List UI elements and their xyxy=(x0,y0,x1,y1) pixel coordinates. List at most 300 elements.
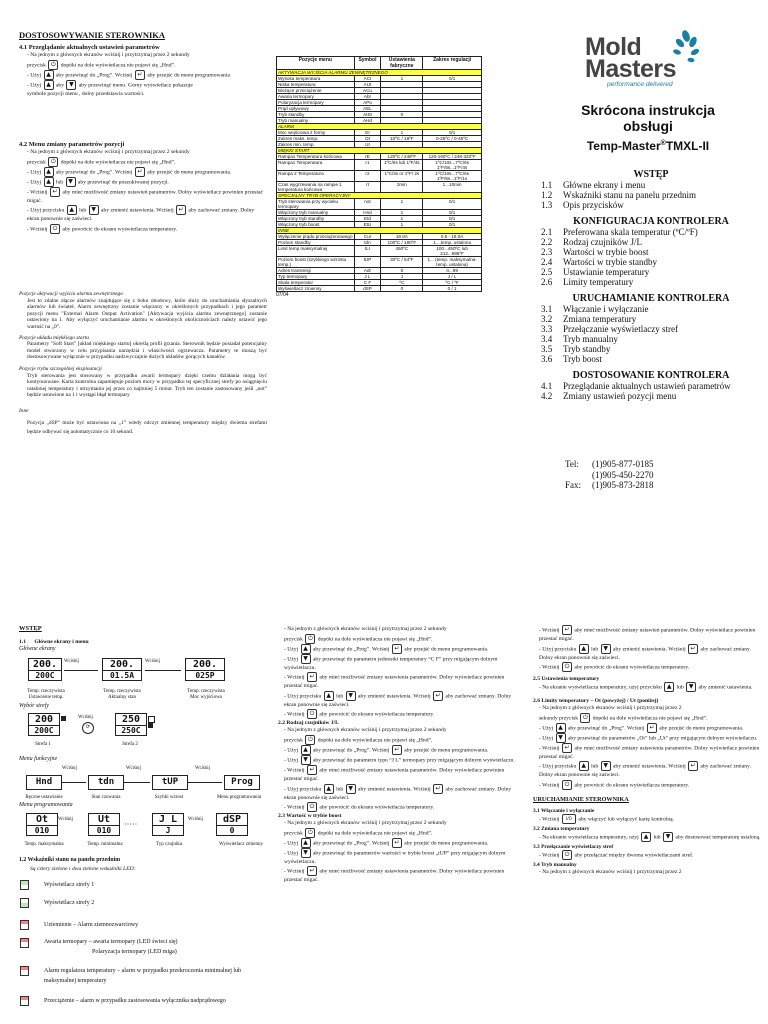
text-line: - Użyj ▲ aby ▼ aby przewinąć menu. Górny wyświetlacz pokazuje xyxy=(27,80,193,88)
enter-button-icon: ↵ xyxy=(433,691,443,701)
text-line: - Użyj przycisku ▲ lub ▼ aby zmienić ustawienia. Wciśnij ↵ aby zachować zmiany. Dolny ekran ponownie się zaświeci. xyxy=(284,691,512,708)
toc-item: 3.6 Tryb boost xyxy=(541,354,602,364)
cap-main-3: Temp. rzeczywista Moc wyjściowa xyxy=(187,689,225,700)
table-cell: Limit temp maksymalnej xyxy=(277,246,355,257)
table-cell: 0/1 xyxy=(423,76,482,82)
text-line: - Wciśnij ↵ aby mieć możliwość zmiany ustawienia parametrów. Dolny wyświetlacz powinien przestać migać. xyxy=(284,765,505,782)
table-cell: AUt xyxy=(354,82,381,88)
up-arrow-icon: ▲ xyxy=(664,682,674,692)
title-model: TMXL-II xyxy=(665,139,710,153)
text-line: - Użyj ▼ aby przewinąć do parametrów wartości w trybie boost „tUP” przy migającym dolnym wyświetlaczu. xyxy=(284,848,506,865)
text-line: - Wciśnij ↵ aby mieć możliwość zmiany ustawienia parametrów. Dolny wyświetlacz powinien przestać migać. xyxy=(284,673,505,690)
cap-zone-1: Strefa 1 xyxy=(35,742,51,747)
section-title-dostosowywanie: DOSTOSOWYWANIE STEROWNIKA xyxy=(19,30,166,40)
table-cell: 18.0A xyxy=(381,234,423,240)
table-cell: Czas wygrzewania na rampie 1 temperatura końcowa xyxy=(277,182,355,193)
table-cell: Poziom standby xyxy=(277,240,355,246)
contact-block xyxy=(565,459,654,491)
lcd-func-prog: Prog xyxy=(224,775,260,790)
s34-title: 3.4 Tryb manualny xyxy=(533,861,577,868)
table-cell: r2 xyxy=(354,171,381,182)
table-cell: 100ºC / 180ºF xyxy=(381,240,423,246)
text-line: - Na jednym z głównych ekranów wciśnij i przytrzymaj przez 2 sekundy xyxy=(27,149,190,155)
ellipsis-dots: ····· xyxy=(124,820,138,829)
table-cell: Adres transmisji xyxy=(277,268,355,274)
arrow-1 xyxy=(64,670,98,671)
lcd-zone-2-top: 250 xyxy=(116,714,146,726)
text-line: - Użyj przycisku ▲ lub ▼ aby zmienić ustawienia. Wciśnij ↵ aby zachować zmiany. Dolny ekran ponownie się zaświeci. xyxy=(284,784,512,801)
cap-main-1: Temp. rzeczywista Ustawienie temp. xyxy=(27,689,65,700)
table-cell: ACt xyxy=(354,76,381,82)
menu-button-icon: ⏻ xyxy=(562,850,572,860)
press-p3: Wciśnij xyxy=(188,817,203,822)
menu-button-icon: ⏻ xyxy=(580,713,590,723)
down-arrow-icon: ▼ xyxy=(301,755,311,765)
table-cell: Adr xyxy=(354,268,381,274)
menu-button-icon: ⏻ xyxy=(562,662,572,672)
table-cell: Tryb manualny xyxy=(277,118,355,124)
toc-item: 3.5 Tryb standby xyxy=(541,344,611,354)
title-line3 xyxy=(548,136,748,154)
up-arrow-icon: ▲ xyxy=(301,745,311,755)
table-cell: Tryb sterowania przy wycieku termopary xyxy=(277,199,355,210)
toc-h1: WSTĘP xyxy=(633,169,669,180)
table-cell: 0 / 1 xyxy=(423,286,482,292)
text-line: - Wciśnij ↵ aby mieć możliwość zmiany ustawienia parametrów. Dolny wyświetlacz powinien przestać migać. xyxy=(539,743,760,760)
press-p1: Wciśnij xyxy=(58,817,73,822)
s32-title: 3.2 Zmiana temperatury xyxy=(533,825,590,832)
table-row xyxy=(277,257,482,268)
table-cell: ACu xyxy=(354,88,381,94)
table-cell: Niska temperatura xyxy=(277,82,355,88)
lcd-prog-jl-bot: J xyxy=(165,826,171,835)
menu-button-icon: ⏻ xyxy=(305,828,315,838)
led-zone1-text: Wyświetlacz strefy 1 xyxy=(44,882,95,888)
table-cell: Włączony tryb boost xyxy=(277,222,355,228)
table-cell: 1 xyxy=(381,199,423,210)
toc-item: 4.2 Zmiany ustawień pozycji menu xyxy=(541,391,677,401)
table-cell: tdn xyxy=(354,240,381,246)
table-cell: 1... (temp. maksymalna-temp. ustalona) xyxy=(423,257,482,268)
table-cell: Skala temperatur xyxy=(277,280,355,286)
enter-button-icon: ↵ xyxy=(688,761,698,771)
p3-title: Pozycje trybu szczególnej eksploatacji xyxy=(19,365,102,372)
parameter-table-wrap xyxy=(276,56,482,298)
tel2: (1)905-450-2270 xyxy=(592,469,654,480)
lcd-prog-ut xyxy=(88,813,120,836)
table-footnote: 07/04 xyxy=(276,292,289,298)
table-cell: 0.5 - 18.0A xyxy=(423,234,482,240)
p2-text: Parametry "Soft Start" [układ miękkiego startu] określą profil grzania. Sterownik będzie posiadał potencjalny model stworzony w celu przypisania narzędzia i właściwości ogrzewacza. Parametry te muszą być dostosowywane wyłącznie w przypadku nadzwyczajnie dużych układów gorących kanałów. xyxy=(27,341,267,361)
toc-item: 3.3 Przełączanie wyświetlaczy stref xyxy=(541,324,678,334)
enter-button-icon: ↵ xyxy=(392,838,402,848)
text-line: - Wciśnij ⏻ aby przełączać między dwoma wyświetlaczami stref. xyxy=(539,850,694,859)
enter-button-icon: ↵ xyxy=(135,167,145,177)
table-row xyxy=(277,160,482,171)
cap-func-4: Menu programowania xyxy=(216,795,262,800)
enter-button-icon: ↵ xyxy=(392,745,402,755)
table-band-cell: MIĘKKI START xyxy=(277,148,482,154)
table-cell: 450ºC xyxy=(381,246,423,257)
table-cell: 1....temp. ustalona xyxy=(423,240,482,246)
arrow-2 xyxy=(145,670,181,671)
table-cell: 0...99 xyxy=(423,268,482,274)
text-line: - Wciśnij ⏻ aby powrócić do ekranu wyświetlacza temperatury. xyxy=(539,780,690,789)
table-cell: Cur xyxy=(354,234,381,240)
section-4-2 xyxy=(19,141,264,234)
lcd-prog-dsp-top: dSP xyxy=(217,814,247,826)
s22-title: 2.2 Rodzaj czujników J/L xyxy=(278,720,339,727)
logo-tagline: performance delivered xyxy=(607,81,673,88)
led-overload-text: Przeciążenie – alarm w przypadku zastosowania wyłącznika nadprądowego xyxy=(44,998,226,1004)
table-cell: J / L xyxy=(423,274,482,280)
menu-prog-label: Menu programowania xyxy=(19,802,73,808)
table-cell: Rampa1 Temperatura końcowa xyxy=(277,154,355,160)
wybor-label: Wybór strefy xyxy=(19,703,50,709)
toc-item: 1.1 Główne ekrany i menu xyxy=(541,180,646,190)
table-cell: AtSt xyxy=(354,112,381,118)
table-cell: Rampa1 Temperatura xyxy=(277,160,355,171)
table-cell: Włączony tryb manualny xyxy=(277,210,355,216)
table-cell: 120-160ºC / 248-320ºF xyxy=(423,154,482,160)
lcd-zone-1-top: 200 xyxy=(29,714,59,726)
table-cell: 0/1 xyxy=(423,210,482,216)
logo-text-mold: Mold xyxy=(585,33,642,61)
lcd-main-3-bot: 025P xyxy=(195,671,215,680)
cap-prog-3: Typ czujnika xyxy=(156,842,182,847)
toc-item: 2.6 Limity temperatury xyxy=(541,277,634,287)
table-cell: 100...450ºC lub 212...986ºF xyxy=(423,246,482,257)
s26-title: 2.6 Limity temperatury – Ot (powyżej) / Ut (poniżej) xyxy=(533,698,659,705)
table-band-cell: AKTYWACJA WYJŚCIA ALARMU ZEWNĘTRZNEGO xyxy=(277,70,482,76)
table-cell: 1 xyxy=(381,216,423,222)
toc-item: 2.1 Preferowana skala temperatur (ºC/ºF) xyxy=(541,227,698,237)
menu-button-icon: ⏻ xyxy=(50,224,60,234)
menu-button-icon: ⏻ xyxy=(307,709,317,719)
zone2-led-bot xyxy=(148,723,153,728)
up-arrow-icon: ▲ xyxy=(324,691,334,701)
table-cell: Wyświetlacz zmienny xyxy=(277,286,355,292)
lcd-main-1-top: 200. xyxy=(29,659,61,671)
cap-prog-2: Temp. minimalna xyxy=(87,842,123,847)
enter-button-icon: ↵ xyxy=(433,784,443,794)
table-cell: 1...10min xyxy=(423,182,482,193)
doc-title xyxy=(548,102,748,154)
lcd-prog-ot-bot: 010 xyxy=(34,826,50,835)
s41-lines xyxy=(19,51,264,98)
down-arrow-icon: ▼ xyxy=(601,761,611,771)
s42-lines xyxy=(19,148,264,234)
cap-main-2: Temp. rzeczywista Aktualny stan xyxy=(103,689,141,700)
text-line: - Wciśnij ↵ aby mieć możliwość zmiany ustawienia parametrów. Dolny wyświetlacz powinien przestać migać. xyxy=(284,867,505,884)
brand-logo xyxy=(585,30,735,100)
title-reg: ® xyxy=(660,140,666,147)
enter-button-icon: ↵ xyxy=(688,644,698,654)
cap-func-2: Stan czuwania xyxy=(91,795,121,800)
logo-flame-icon xyxy=(671,30,701,70)
menu-button-icon: ⏻ xyxy=(305,634,315,644)
press-f1: Wciśnij xyxy=(62,766,77,771)
up-arrow-icon: ▲ xyxy=(641,832,651,842)
enter-button-icon: ↵ xyxy=(307,672,317,682)
toc-h2: KONFIGURACJA KONTROLERA xyxy=(573,216,729,227)
text-line: - Wciśnij ⏻ aby powrócić do ekranu wyświetlacza temperatury. xyxy=(27,224,178,233)
table-cell: Włączony tryb standby xyxy=(277,216,355,222)
table-cell: AEL xyxy=(354,106,381,112)
text-line: - Użyj ▲ aby przewinąć do „Prog”. Wciśnij ↵ aby przejść do menu programowania. xyxy=(27,167,232,175)
arrow-f2 xyxy=(124,782,150,783)
lcd-func-tup: tUP xyxy=(152,775,188,790)
toc-h3: URUCHAMIANIE KONTROLERA xyxy=(572,293,730,304)
table-cell: Awaria termopary xyxy=(277,94,355,100)
arrow-f1 xyxy=(62,782,86,783)
toc-h4: DOSTOSOWANIE KONTROLERA xyxy=(572,370,730,381)
text-line: - Wciśnij I/O aby włączyć lub wyłączyć kartę kontrolną. xyxy=(539,815,675,823)
table-cell: ºC / ºF xyxy=(423,280,482,286)
press-label-1: Wciśnij xyxy=(64,659,79,664)
tel-label: Tel: xyxy=(565,459,579,469)
led-tc-text-a: Awaria termopary – awaria termopary (LED świeci się) xyxy=(44,939,178,945)
lcd-prog-dsp-bot: 0 xyxy=(229,826,235,835)
text-line: - Wciśnij ⏻ aby powrócić do ekranu wyświetlacza temperatury. xyxy=(284,710,435,718)
toc-item: 3.2 Zmiana temperatury xyxy=(541,314,637,324)
th-factory: Ustawienia fabryczne xyxy=(381,57,423,70)
text-line: sekundy przycisk ⏻ dopóki na dole wyświetlacza nie pojawi się „Hnd”. xyxy=(539,713,708,722)
table-cell: 1 xyxy=(381,210,423,216)
table-of-contents xyxy=(541,170,761,401)
down-arrow-icon: ▼ xyxy=(556,733,566,743)
text-line: - Na jednym z głównych ekranów wciśnij i przytrzymaj przez 2 sekundy xyxy=(284,626,447,632)
s25-title: 2.5 Ustawienia temperatury xyxy=(533,676,600,683)
table-cell: Wysoka temperatura xyxy=(277,76,355,82)
s12-title: 1.2 Wskaźniki stanu na panelu przednim xyxy=(19,857,121,863)
table-row xyxy=(277,246,482,257)
table-cell: 1 xyxy=(381,222,423,228)
text-line: - Wciśnij ↵ aby mieć możliwość zmiany ustawień parametrów. Dolny wyświetlacz powinien przestać migać. xyxy=(539,626,756,642)
text-line: - Użyj ▲ aby przewinąć do „Prog”. Wciśnij ↵ aby przejść do menu programowania. xyxy=(539,723,744,732)
lcd-main-2 xyxy=(102,658,142,681)
lcd-main-3 xyxy=(185,658,225,681)
enter-button-icon: ↵ xyxy=(135,70,145,80)
title-line1: Skrócona instrukcja xyxy=(581,102,715,118)
led-zone1-icon xyxy=(20,880,29,890)
toc-item: 2.2 Rodzaj czujników J/L xyxy=(541,237,642,247)
lcd-main-1-bot: 200C xyxy=(35,671,55,680)
table-cell: tLI xyxy=(354,246,381,257)
down-arrow-icon: ▼ xyxy=(89,205,99,215)
lcd-zone-1 xyxy=(28,713,60,736)
p2-title: Pozycje układu miękkiego startu xyxy=(19,334,89,341)
down-arrow-icon: ▼ xyxy=(663,832,673,842)
table-cell: tUP xyxy=(354,257,381,268)
table-cell: 0 xyxy=(381,112,423,118)
toc-item: 1.2 Wskaźniki stanu na panelu przednim xyxy=(541,190,696,200)
down-arrow-icon: ▼ xyxy=(66,177,76,187)
text-line: - Użyj ▲ aby przewinąć do „Prog”. Wciśnij ↵ aby przejść do menu programowania. xyxy=(284,745,489,754)
text-line: - Użyj przycisku ▲ lub ▼ aby zmienić ustawienia. Wciśnij ↵ aby zachować zmiany. Dolny ekran ponownie się zaświeci. xyxy=(27,206,255,223)
table-cell: Rampa 2 Temperatura xyxy=(277,171,355,182)
text-line: przycisk ⏻ dopóki na dole wyświetlacza nie pojawi się „Hnd”. xyxy=(284,828,433,837)
toc-item: 1.3 Opis przycisków xyxy=(541,200,624,210)
text-line: - Na jednym z głównych ekranów wciśnij i przytrzymaj przez 2 sekundy xyxy=(27,52,190,58)
fax: (1)905-873-2818 xyxy=(592,480,654,490)
text-line: - Użyj przycisku ▲ lub ▼ aby zmienić ustawienia. Wciśnij ↵ aby zachować zmiany. Dolny ekran ponownie się zaświeci. xyxy=(539,644,751,661)
lcd-zone-1-bot: 200C xyxy=(34,726,54,735)
text-line: przycisk ⏻ dopóki na dole wyświetlacza nie pojawi się „Hnd”. xyxy=(284,735,433,744)
p1-text: Jest to zdalne złącze alarmów znajdujące się z boku obudowy, które służy do uruchamiania słyszalnych alarmów lub świateł. Alarm zewnętrzny zostanie włączony w określonych przypadkach i jego parametr pozycji menu "External Alarm Output Activation" [Aktywacja wyjścia alarmu zewnętrznego] zostanie ustawiony na 1. Aby wyłączyć uruchamianie alarmu w określonych okolicznościach należy ustawić jego wartość na „0”. xyxy=(27,297,267,330)
down-arrow-icon: ▼ xyxy=(346,784,356,794)
table-row xyxy=(277,286,482,292)
table-band-cell: INNE xyxy=(277,228,482,234)
table-cell: C F xyxy=(354,280,381,286)
table-cell: 0-25ºC / 0-45ºC xyxy=(423,136,482,142)
th-range: Zakres regulacji xyxy=(423,57,482,70)
table-cell: Bieżące przeciążenie xyxy=(277,88,355,94)
press-label-2: Wciśnij xyxy=(145,659,160,664)
table-cell: AHd xyxy=(354,118,381,124)
cap-prog-4: Wyświetlacz zmienny xyxy=(219,842,263,847)
text-line: - Użyj ▲ aby przewinąć do „Prog”. Wciśnij ↵ aby przejść do menu programowania. xyxy=(284,838,489,847)
text-line: przycisk ⏻ dopóki na dole wyświetlacza nie pojawi się „Hnd”. xyxy=(284,634,433,642)
press-f2: Wciśnij xyxy=(126,766,141,771)
zone-switch-icon: ⟳ xyxy=(82,722,94,734)
table-cell: rt xyxy=(354,182,381,193)
table-cell: EI xyxy=(354,130,381,136)
menu-button-icon: ⏻ xyxy=(48,157,58,167)
cap-func-3: Szybki wzrost xyxy=(154,795,184,800)
up-arrow-icon: ▲ xyxy=(44,177,54,187)
bottom-mid-column xyxy=(278,625,518,885)
lcd-prog-dsp xyxy=(216,813,248,836)
p4-title: Inne xyxy=(19,407,29,414)
table-cell: dSP xyxy=(354,286,381,292)
enter-button-icon: ↵ xyxy=(562,743,572,753)
led-ground-icon xyxy=(20,920,29,930)
lcd-main-2-bot: 01.5A xyxy=(109,671,135,680)
table-cell: Typ termopary xyxy=(277,274,355,280)
logo-text-masters: Masters xyxy=(585,55,676,83)
bottom-right-column xyxy=(533,625,761,877)
text-line: - Użyj ▲ aby przewinąć do „Prog”. Wciśnij ↵ aby przejść do menu programowania. xyxy=(284,644,489,652)
table-cell: Zakres min. temp. xyxy=(277,142,355,148)
down-arrow-icon: ▼ xyxy=(346,691,356,701)
table-cell: ºC xyxy=(381,280,423,286)
text-line: - Na ekranie wyświetlacza temperatury, użyj przycisku ▲ lub ▼ aby zmienić ustawienia. xyxy=(539,683,753,691)
text-line: - Na jednym z głównych ekranów wciśnij i przytrzymaj przez 2 xyxy=(539,705,682,712)
text-line: - Wciśnij ⏻ aby powrócić do ekranu wyświetlacza temperatury. xyxy=(284,803,435,811)
up-arrow-icon: ▲ xyxy=(579,761,589,771)
led-temp-text: Alarm regulatora temperatury – alarm w przypadku przekroczenia minimalnej lub maksymalnej temperatury xyxy=(44,968,242,984)
text-line: - Na ekranie wyświetlacza temperatury, użyj ▲ lub ▼ aby dostosować temperaturę ustaloną. xyxy=(539,832,761,841)
wstep-title: WSTĘP xyxy=(19,625,42,632)
table-row xyxy=(277,171,482,182)
toc-item: 4.1 Przeglądanie aktualnych ustawień parametrów xyxy=(541,381,731,391)
table-cell: Hnd xyxy=(354,210,381,216)
up-arrow-icon: ▲ xyxy=(67,205,77,215)
lcd-func-tdn: tdn xyxy=(88,775,124,790)
table-cell: 0/1 xyxy=(423,199,482,210)
s31-title: 3.1 Włączanie i wyłączanie xyxy=(533,807,595,814)
table-cell: rE xyxy=(354,154,381,160)
table-cell: 1 xyxy=(381,130,423,136)
table-cell: 0/1 xyxy=(423,222,482,228)
led-tc-icon xyxy=(20,938,29,948)
down-arrow-icon: ▼ xyxy=(601,644,611,654)
table-cell: EtU xyxy=(354,222,381,228)
info-block xyxy=(19,291,267,437)
p3-text: Tryb sterowania jest stosowany w przypadku awarii termopary dzięki czemu działania mogą być kontynuowane. Karta kontrolna zapamiętuje poziom mocy w przypadku tej specyficznej strefy po osiągnięciu ustalonej temperatury i utrzymaniu jej przez co najmniej 5 minut. Tryb ten zostanie zastosowany jeśli „not” będzie ustawione na 1 i wystąpi błąd termopary xyxy=(27,372,267,399)
table-cell: Zakres maks. temp. xyxy=(277,136,355,142)
table-cell: Etd xyxy=(354,216,381,222)
table-cell: 1ºC/3s or 1ºF/ 2s xyxy=(381,171,423,182)
enter-button-icon: ↵ xyxy=(647,723,657,733)
lcd-prog-ot-top: Ot xyxy=(27,814,57,826)
table-cell: 120ºC / 248ºF xyxy=(381,154,423,160)
text-line: - Wciśnij ⏻ aby powrócić do ekranu wyświetlacza temperatury. xyxy=(539,663,690,671)
led-ground-text: Uziemienie – Alarm ziemnozwarciowy xyxy=(44,922,139,928)
glowne-label: Główne ekrany xyxy=(19,646,56,652)
lcd-main-2-top: 200. xyxy=(103,659,141,671)
zone2-led-top xyxy=(148,716,155,723)
table-cell: Ut xyxy=(354,142,381,148)
led-tc-text-b: Polaryzacja termopary (LED miga) xyxy=(92,949,177,955)
text-line: - Użyj ▲ aby przewinąć do „Prog”. Wciśnij ↵ aby przejść do menu programowania xyxy=(27,70,230,78)
lcd-prog-jl-top: J L xyxy=(153,814,183,826)
table-cell: not xyxy=(354,199,381,210)
cap-prog-1: Temp. maksymalna xyxy=(24,842,64,847)
table-cell: Polaryzacja termopary xyxy=(277,100,355,106)
table-cell: r1 xyxy=(354,160,381,171)
menu-button-icon: ⏻ xyxy=(48,60,58,70)
th-menu: Pozycje menu xyxy=(277,57,355,70)
table-cell: J xyxy=(381,274,423,280)
parameter-table xyxy=(276,56,482,292)
up-arrow-icon: ▲ xyxy=(556,723,566,733)
zone1-led xyxy=(61,716,66,721)
menu-button-icon: ⏻ xyxy=(562,780,572,790)
table-cell: Abr xyxy=(354,94,381,100)
table-cell: Tryb standby xyxy=(277,112,355,118)
enter-button-icon: ↵ xyxy=(50,187,60,197)
cap-zone-2: Strefa 2 xyxy=(122,742,138,747)
text-line: - Na jednym z głównych ekranów wciśnij i przytrzymaj przez 2 sekundy xyxy=(284,727,447,734)
led-temp-icon xyxy=(20,966,29,976)
table-cell: 1ºC/10s...7ºC/6s 1ºF/6s...1ºF/1s xyxy=(423,171,482,182)
up-arrow-icon: ▲ xyxy=(324,784,334,794)
table-cell: 0 xyxy=(381,286,423,292)
enter-button-icon: ↵ xyxy=(562,625,572,635)
down-arrow-icon: ▼ xyxy=(301,654,311,664)
enter-button-icon: ↵ xyxy=(392,644,402,654)
table-cell: APo xyxy=(354,100,381,106)
lcd-main-1 xyxy=(28,658,62,681)
uruchamianie-title: URUCHAMIANIE STEROWNIKA xyxy=(533,795,629,803)
lcd-zone-2 xyxy=(115,713,147,736)
table-cell: Prąd upływowy xyxy=(277,106,355,112)
up-arrow-icon: ▲ xyxy=(44,70,54,80)
s33-title: 3.3 Przełączanie wyświetlaczy stref xyxy=(533,843,614,850)
toc-item: 2.4 Wartości w trybie standby xyxy=(541,257,658,267)
up-arrow-icon: ▲ xyxy=(301,838,311,848)
led-overload-icon xyxy=(20,996,29,1006)
fax-label: Fax: xyxy=(565,480,582,490)
lcd-prog-jl xyxy=(152,813,184,836)
menu-button-icon: ⏻ xyxy=(305,735,315,745)
table-band-cell: ALARM xyxy=(277,124,482,130)
table-cell: 0/1 xyxy=(423,130,482,136)
text-line: symbole pozycji menu , dolny przedstawia wartości. xyxy=(27,90,145,97)
text-line: - Użyj ▲ lub ▼ aby przewinąć do poszukiwanej pozycji. xyxy=(27,177,169,185)
